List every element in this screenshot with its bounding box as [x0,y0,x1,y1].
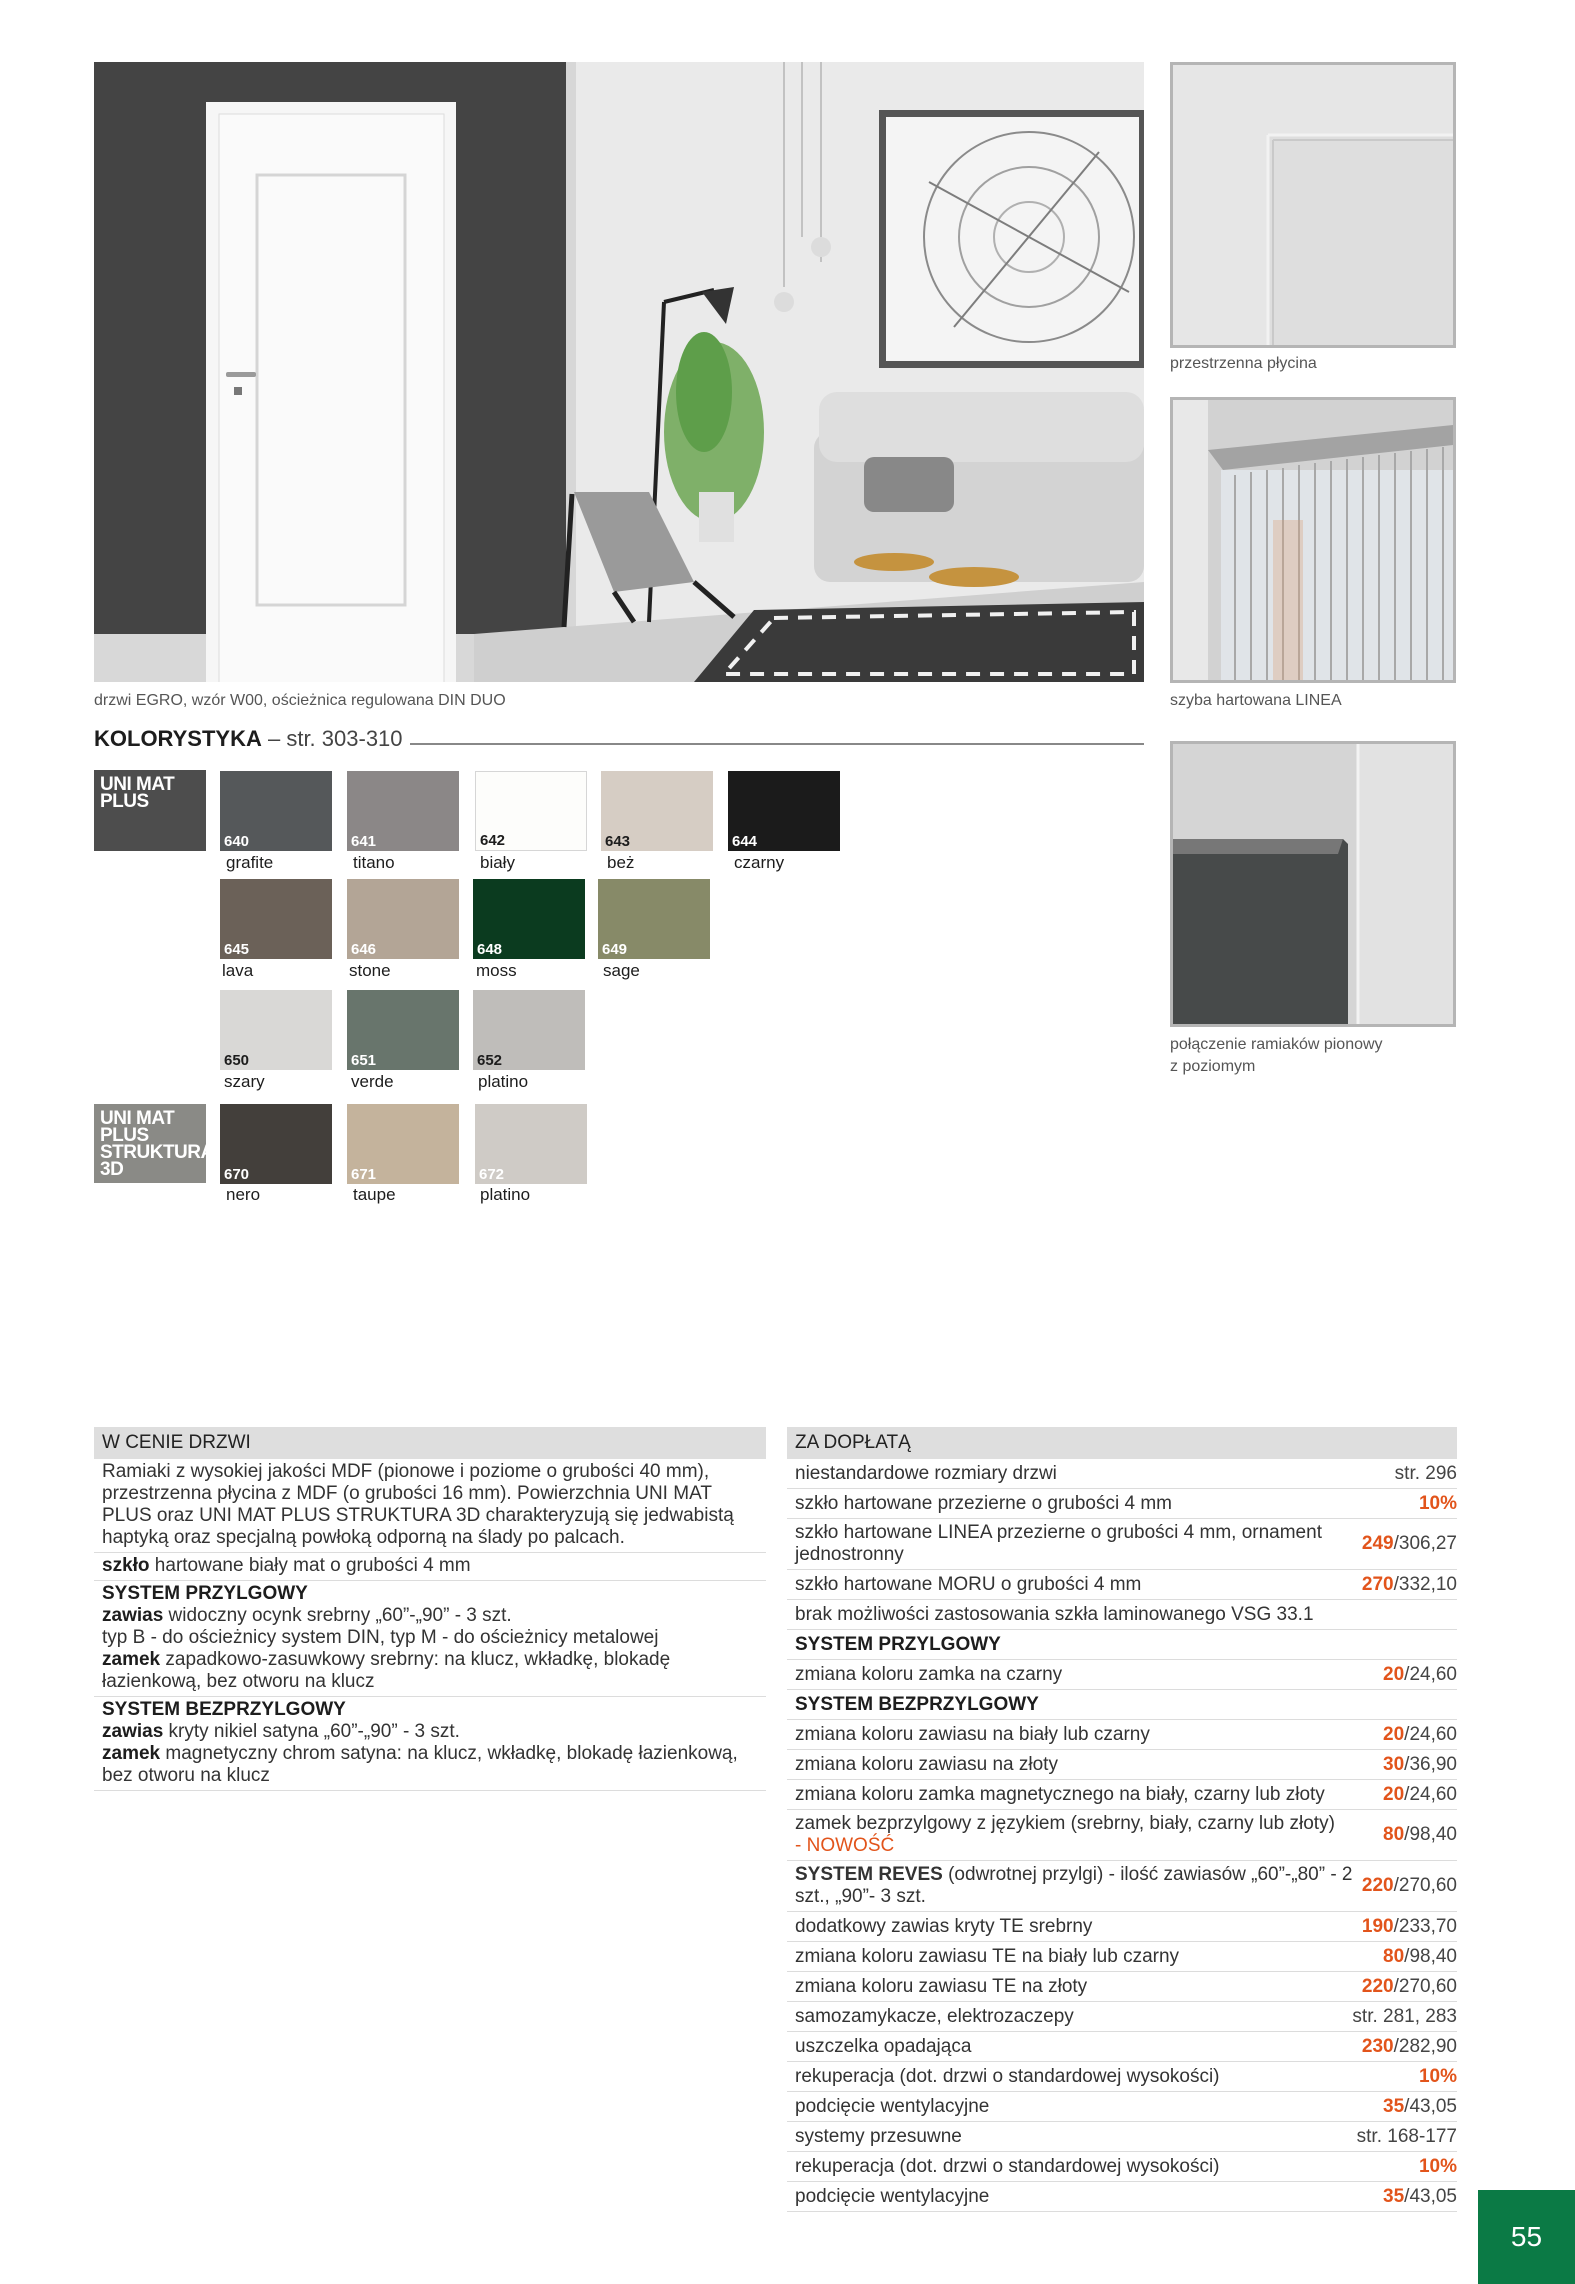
swatch-code: 649 [602,941,628,958]
swatch-code: 651 [351,1052,377,1069]
price-row [787,2152,1457,2182]
price-section-heading [787,1630,1457,1660]
price-value [1362,2036,1457,2058]
price-gross: str. 281, 283 [1352,2005,1457,2027]
price-row-description [795,1571,1355,1599]
swatch-652 [473,990,585,1070]
price-row-description [795,2183,1355,2211]
swatch-671 [347,1104,459,1184]
price-row [787,2062,1457,2092]
price-row-description-text: brak możliwości zastosowania szkła laminowanego VSG 33.1 [795,1603,1314,1625]
price-row-description-text: szkło hartowane przezierne o grubości 4 mm [795,1492,1173,1514]
price-net: 10% [1418,2065,1457,2087]
price-net: 220 [1361,1975,1394,1997]
price-net: 10% [1418,2155,1457,2177]
main-photo-caption: drzwi EGRO, wzór W00, ościeżnica regulowana DIN DUO [94,692,506,709]
price-row-description-text: rekuperacja (dot. drzwi o standardowej wysokości) [795,2065,1220,2087]
price-row-description [795,2063,1355,2091]
price-row-description [795,1460,1355,1488]
swatch-name: taupe [353,1185,396,1204]
price-row-description [795,2033,1355,2061]
price-row-description [795,1721,1355,1749]
price-row [787,1972,1457,2002]
hinge-label: zawias [102,1605,164,1626]
price-row-description-text: niestandardowe rozmiary drzwi [795,1462,1057,1484]
swatch-code: 670 [224,1166,250,1183]
group-label-uni-mat-plus [94,770,206,851]
swatch-643 [601,771,713,851]
swatch-name: grafite [226,853,274,872]
price-value [1362,1916,1457,1938]
swatch-642 [475,771,587,851]
group-label-line: STRUKTURA [100,1142,214,1163]
hinge-text: kryty nikiel satyna „60”-„90” - 3 szt. [163,1721,460,1742]
price-value [1362,1574,1457,1596]
swatch-641 [347,771,459,851]
price-value [1362,1976,1457,1998]
price-gross: /282,90 [1393,2035,1457,2057]
swatch-640 [220,771,332,851]
price-net: 80 [1383,1945,1405,1967]
price-gross: /43,05 [1404,2095,1457,2117]
price-row-description [795,1973,1355,2001]
detail-photo-glass [1170,397,1456,683]
included-table [94,1427,766,1791]
price-net: 190 [1361,1915,1394,1937]
price-row-description [795,2093,1355,2121]
included-glass [94,1553,766,1581]
price-row [787,2032,1457,2062]
included-glass-label: szkło [102,1555,150,1576]
swatch-649 [598,879,710,959]
price-gross: /306,27 [1393,1533,1457,1554]
colours-heading [94,726,403,752]
swatch-code: 642 [480,832,506,849]
main-interior-photo [94,62,1144,682]
price-gross: /24,60 [1404,1783,1457,1805]
price-row-description-text: szkło hartowane LINEA przezierne o grubości 4 mm, ornament jednostronny [795,1522,1322,1565]
detail1-caption: przestrzenna płycina [1170,355,1317,372]
hinge-text: widoczny ocynk srebrny „60”-„90” - 3 szt. [163,1605,512,1626]
price-row [787,1489,1457,1519]
group-label-uni-mat-plus-struktura-3d [94,1104,214,1183]
price-row-description-text: zmiana koloru zamka magnetycznego na biały, czarny lub złoty [795,1783,1325,1805]
price-gross: /270,60 [1393,1975,1457,1997]
price-row-description [795,2003,1352,2031]
price-gross: str. 168-177 [1356,2125,1457,2147]
price-row [787,1810,1457,1861]
swatch-672 [475,1104,587,1184]
swatch-name: platino [478,1072,529,1091]
price-value [1383,1824,1457,1846]
swatch-name: czarny [734,853,785,872]
system-przylgowy-title: SYSTEM PRZYLGOWY [102,1583,308,1604]
detail-photo-panel [1170,62,1456,348]
detail-photo-frame-joint [1170,741,1456,1027]
swatch-name: stone [349,961,391,980]
price-net: 20 [1383,1783,1405,1805]
swatch-name: moss [476,961,517,980]
swatch-644 [728,771,840,851]
price-gross: /36,90 [1404,1753,1457,1775]
swatch-name: titano [353,853,395,872]
swatch-code: 644 [732,833,758,850]
group-label-line: PLUS [100,791,149,812]
swatch-code: 643 [605,833,631,850]
price-row-description-bold: SYSTEM REVES [795,1864,943,1885]
price-value [1419,1493,1457,1515]
price-value [1383,1784,1457,1806]
price-net: 20 [1383,1663,1405,1685]
detail3-caption-line2: z poziomym [1170,1058,1256,1075]
price-row-description [795,1943,1355,1971]
price-row [787,1519,1457,1570]
price-value [1383,2096,1457,2118]
group-label-line: PLUS [100,1125,149,1146]
swatch-name: szary [224,1072,265,1091]
price-row [787,1720,1457,1750]
price-row-description [795,1661,1355,1689]
price-value [1419,2066,1457,2088]
price-row-description-text: dodatkowy zawias kryty TE srebrny [795,1915,1093,1937]
group-label-line: UNI MAT [100,774,175,795]
swatch-code: 650 [224,1052,250,1069]
price-row-description-text: zmiana koloru zawiasu TE na biały lub czarny [795,1945,1180,1967]
swatch-code: 640 [224,833,250,850]
price-row-description-text: rekuperacja (dot. drzwi o standardowej wysokości) [795,2155,1220,2177]
swatch-code: 672 [479,1166,505,1183]
price-row-description [795,1519,1355,1569]
extra-cost-table-header: ZA DOPŁATĄ [787,1427,1457,1459]
lock-text: magnetyczny chrom satyna: na klucz, wkładkę, blokadę łazienkową, bez otworu na klucz [102,1743,738,1786]
price-section-heading [787,1690,1457,1720]
swatch-code: 648 [477,941,503,958]
price-net: 220 [1361,1875,1394,1896]
price-gross: /98,40 [1404,1824,1457,1845]
group-label-line: 3D [100,1159,124,1180]
price-row [787,1570,1457,1600]
swatch-name: nero [226,1185,261,1204]
price-row [787,1600,1457,1630]
swatch-code: 641 [351,833,377,850]
price-row [787,1912,1457,1942]
swatch-670 [220,1104,332,1184]
swatch-name: sage [603,961,640,980]
price-value [1362,1533,1457,1555]
lock-label: zamek [102,1649,161,1670]
price-value [1419,2156,1457,2178]
price-row [787,2092,1457,2122]
price-row-description-text: SYSTEM PRZYLGOWY [795,1633,1001,1655]
swatch-650 [220,990,332,1070]
price-row [787,2002,1457,2032]
price-row-description-text: SYSTEM BEZPRZYLGOWY [795,1693,1039,1715]
hinge-label: zawias [102,1721,164,1742]
price-row-description-text: podcięcie wentylacyjne [795,2095,990,2117]
price-net: 10% [1418,1492,1457,1514]
price-value [1352,2006,1457,2028]
price-gross: /98,40 [1404,1945,1457,1967]
system-bezprzylgowy-title: SYSTEM BEZPRZYLGOWY [102,1699,346,1720]
price-net: 270 [1361,1573,1394,1595]
price-gross: str. 296 [1394,1462,1457,1484]
swatch-code: 652 [477,1052,503,1069]
swatch-name: biały [480,853,515,872]
swatch-name: beż [607,853,635,872]
included-table-header: W CENIE DRZWI [94,1427,766,1459]
swatch-code: 646 [351,941,377,958]
colours-pages: – str. 303-310 [267,726,403,751]
swatch-name: verde [351,1072,394,1091]
price-value [1383,1724,1457,1746]
price-row-description [795,1490,1355,1518]
price-row-description [795,1861,1355,1911]
price-row-description [795,2153,1355,2181]
price-net: 30 [1383,1753,1405,1775]
price-row-description-text: zmiana koloru zawiasu na biały lub czarny [795,1723,1150,1745]
price-row-description [795,1751,1355,1779]
price-row [787,2122,1457,2152]
price-net: 35 [1383,2095,1405,2117]
price-row-description-text: zamek bezprzylgowy z językiem (srebrny, biały, czarny lub złoty) [795,1813,1335,1834]
swatch-name: platino [480,1185,531,1204]
price-row-description [795,1913,1355,1941]
swatch-name: lava [222,961,254,980]
price-value [1383,1754,1457,1776]
price-net: 249 [1361,1533,1394,1554]
price-gross: /24,60 [1404,1663,1457,1685]
swatch-646 [347,879,459,959]
price-value [1357,2126,1457,2148]
colours-divider [410,743,1144,745]
price-row-description-text: systemy przesuwne [795,2125,962,2147]
price-row-description-text: zmiana koloru zawiasu TE na złoty [795,1975,1088,1997]
price-value [1383,2186,1457,2208]
swatch-code: 671 [351,1166,377,1183]
price-gross: /270,60 [1393,1875,1457,1896]
price-row-description [795,2123,1355,2151]
page-number: 55 [1478,2190,1575,2284]
new-badge: - NOWOŚĆ [795,1835,895,1856]
price-row-description-text: uszczelka opadająca [795,2035,972,2057]
price-gross: /24,60 [1404,1723,1457,1745]
extra-cost-table [787,1427,1457,2212]
price-row [787,1660,1457,1690]
swatch-645 [220,879,332,959]
price-gross: /332,10 [1393,1573,1457,1595]
price-value [1383,1946,1457,1968]
extra-cost-rows [787,1459,1457,2212]
price-net: 230 [1361,2035,1394,2057]
price-row [787,1780,1457,1810]
lock-label: zamek [102,1743,161,1764]
price-row [787,1942,1457,1972]
price-row-description [795,1631,1355,1659]
price-row-description-text: zmiana koloru zamka na czarny [795,1663,1063,1685]
price-value [1395,1463,1457,1485]
price-net: 20 [1383,1723,1405,1745]
price-row [787,1861,1457,1912]
included-system-przylgowy [94,1581,766,1697]
price-row-description [795,1781,1355,1809]
included-description: Ramiaki z wysokiej jakości MDF (pionowe i poziome o grubości 40 mm), przestrzenna płycina z MDF (o grubości 16 mm). Powierzchnia UNI MAT PLUS oraz UNI MAT PLUS STRUKTURA 3D charakteryzują się jedwabistą haptyką oraz specjalną powłoką odporną na ślady po palcach. [94,1459,766,1553]
price-row-description-text: (odwrotnej przylgi) - ilość zawiasów „60”-„80” - 2 szt., „90”- 3 szt. [795,1864,1353,1907]
detail2-caption: szyba hartowana LINEA [1170,692,1342,709]
swatch-651 [347,990,459,1070]
price-value [1362,1875,1457,1897]
price-gross: /233,70 [1393,1915,1457,1937]
lock-text: zapadkowo-zasuwkowy srebrny: na klucz, wkładkę, blokadę łazienkową, bez otworu na klucz [102,1649,671,1692]
group-label-line: UNI MAT [100,1108,175,1129]
price-gross: /43,05 [1404,2185,1457,2207]
price-row [787,2182,1457,2212]
price-row-description-text: samozamykacze, elektrozaczepy [795,2005,1074,2027]
price-row [787,1750,1457,1780]
frame-type-text: typ B - do ościeżnicy system DIN, typ M - do ościeżnicy metalowej [102,1627,659,1648]
price-net: 80 [1383,1824,1405,1845]
price-row [787,1459,1457,1489]
price-row-description-text: zmiana koloru zawiasu na złoty [795,1753,1058,1775]
swatch-code: 645 [224,941,250,958]
price-row-description-text: podcięcie wentylacyjne [795,2185,990,2207]
swatch-648 [473,879,585,959]
price-net: 35 [1383,2185,1405,2207]
detail3-caption-line1: połączenie ramiaków pionowy [1170,1036,1383,1053]
included-system-bezprzylgowy [94,1697,766,1791]
price-row-description [795,1810,1355,1860]
price-row-description [795,1601,1355,1629]
price-row-description-text: szkło hartowane MORU o grubości 4 mm [795,1573,1142,1595]
included-glass-text: hartowane biały mat o grubości 4 mm [149,1555,471,1576]
colours-title: KOLORYSTYKA [94,726,262,751]
price-row-description [795,1691,1355,1719]
price-value [1383,1664,1457,1686]
